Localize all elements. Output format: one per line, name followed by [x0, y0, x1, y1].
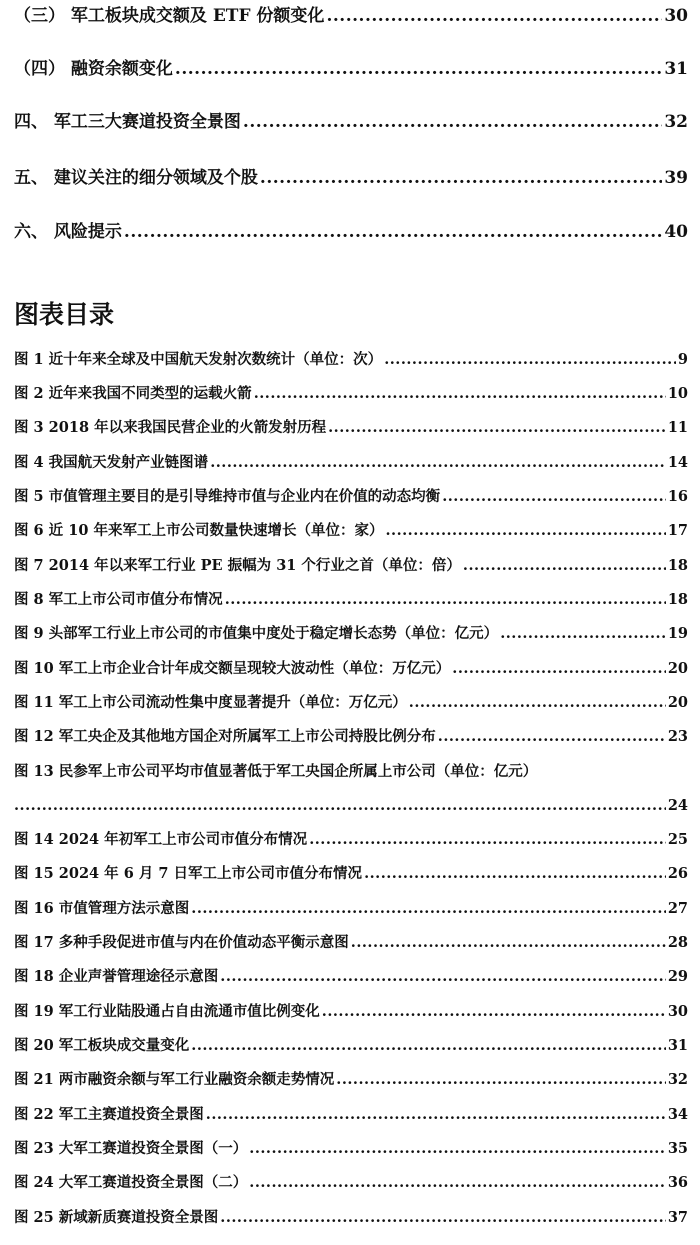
figure-entry-page: 32 [667, 1071, 688, 1088]
toc-leader-dots [249, 1173, 666, 1193]
figure-entry[interactable] [14, 967, 688, 987]
figure-entry[interactable] [14, 1173, 688, 1193]
toc-leader-dots [452, 659, 666, 679]
figure-entry-page: 11 [667, 419, 688, 436]
toc-leader-dots [220, 1208, 666, 1228]
figure-entry-page: 9 [677, 351, 688, 368]
figure-entry-label: 图 21 两市融资余额与军工行业融资余额走势情况 [14, 1071, 335, 1088]
figure-entry[interactable] [14, 830, 688, 850]
figure-entry-page: 23 [667, 728, 688, 745]
figure-entry[interactable] [14, 1105, 688, 1125]
toc-leader-dots [206, 1105, 666, 1125]
figure-entry-page: 36 [667, 1174, 688, 1191]
figure-entry[interactable] [14, 1036, 688, 1056]
figure-entry-label: 图 19 军工行业陆股通占自由流通市值比例变化 [14, 1003, 320, 1020]
toc-leader-dots [351, 933, 666, 953]
toc-leader-dots [220, 967, 666, 987]
toc-leader-dots [210, 453, 666, 473]
figure-entry-label: 图 11 军工上市公司流动性集中度显著提升（单位：万亿元） [14, 694, 407, 711]
figure-entry-page: 20 [667, 660, 688, 677]
figure-entry-page: 10 [667, 385, 688, 402]
figure-entry-page: 37 [667, 1209, 688, 1226]
figure-entry-page: 20 [667, 694, 688, 711]
toc-entry-label: 五、 建议关注的细分领域及个股 [14, 168, 258, 188]
figure-entry[interactable] [14, 1208, 688, 1228]
figure-entry[interactable] [14, 384, 688, 404]
figure-entry-label: 图 8 军工上市公司市值分布情况 [14, 591, 223, 608]
toc-leader-dots [243, 110, 662, 134]
toc-leader-dots [385, 521, 665, 541]
toc-leader-dots [260, 166, 662, 190]
figure-entry[interactable] [14, 727, 688, 747]
figure-entry[interactable] [14, 418, 688, 438]
toc-entry-label: 六、 风险提示 [14, 222, 122, 242]
toc-entry-label: （四） 融资余额变化 [14, 59, 173, 79]
figure-entry[interactable] [14, 1139, 688, 1159]
figure-entry-page: 24 [667, 797, 688, 814]
figure-entry-page: 14 [667, 454, 688, 471]
toc-leader-dots [124, 220, 662, 244]
toc-entry-page: 30 [664, 6, 688, 26]
figure-entry-label: 图 10 军工上市企业合计年成交额呈现较大波动性（单位：万亿元） [14, 660, 451, 677]
figure-entry[interactable] [14, 521, 688, 541]
figure-entry-label: 图 4 我国航天发射产业链图谱 [14, 454, 209, 471]
figure-entry[interactable] [14, 659, 688, 679]
figure-entry-label: 图 22 军工主赛道投资全景图 [14, 1106, 204, 1123]
figure-entry[interactable] [14, 1070, 688, 1090]
figure-entry-page: 19 [667, 625, 688, 642]
figure-entry-page: 16 [667, 488, 688, 505]
figure-entry-label: 图 5 市值管理主要目的是引导维持市值与企业内在价值的动态均衡 [14, 488, 441, 505]
figure-entry-label: 图 18 企业声誉管理途径示意图 [14, 968, 219, 985]
figure-entry-label: 图 15 2024 年 6 月 7 日军工上市公司市值分布情况 [14, 865, 363, 882]
figure-entry[interactable] [14, 1002, 688, 1022]
figure-entry-label: 图 17 多种手段促进市值与内在价值动态平衡示意图 [14, 934, 349, 951]
figure-entry-label: 图 2 近年来我国不同类型的运载火箭 [14, 385, 252, 402]
figure-entry-page: 26 [667, 865, 688, 882]
toc-leader-dots [463, 556, 666, 576]
toc-leader-dots [442, 487, 666, 507]
figure-entry-label: 图 9 头部军工行业上市公司的市值集中度处于稳定增长态势（单位：亿元） [14, 625, 499, 642]
figure-entry[interactable] [14, 556, 688, 576]
toc-leader-dots [254, 384, 666, 404]
figure-entry-label: 图 3 2018 年以来我国民营企业的火箭发射历程 [14, 419, 327, 436]
figure-entry[interactable] [14, 933, 688, 953]
toc-leader-dots [225, 590, 666, 610]
toc-leader-dots [191, 899, 666, 919]
figure-entry-page: 18 [667, 591, 688, 608]
toc-leader-dots [191, 1036, 666, 1056]
toc-leader-dots [249, 1139, 666, 1159]
figure-entry-label: 图 12 军工央企及其他地方国企对所属军工上市公司持股比例分布 [14, 728, 436, 745]
figure-entry[interactable] [14, 624, 688, 644]
figure-entry[interactable] [14, 864, 688, 884]
toc-entry[interactable] [14, 220, 688, 244]
figure-entry-page: 34 [667, 1106, 688, 1123]
figure-entry-label: 图 24 大军工赛道投资全景图（二） [14, 1174, 248, 1191]
figure-entry-label: 图 25 新域新质赛道投资全景图 [14, 1209, 219, 1226]
figure-entry[interactable] [14, 590, 688, 610]
toc-leader-dots [409, 693, 666, 713]
toc-leader-dots [175, 57, 662, 81]
figure-entry-label: 图 14 2024 年初军工上市公司市值分布情况 [14, 831, 308, 848]
figure-entry-page: 28 [667, 934, 688, 951]
toc-leader-dots [500, 624, 666, 644]
toc-leader-dots [364, 864, 666, 884]
figure-entry-page: 25 [667, 831, 688, 848]
figure-entry[interactable] [14, 350, 688, 370]
figure-entry[interactable] [14, 796, 688, 816]
figure-entry-page: 35 [667, 1140, 688, 1157]
figure-entry-page: 27 [667, 900, 688, 917]
toc-entry[interactable] [14, 4, 688, 28]
toc-leader-dots [322, 1002, 666, 1022]
toc-entry[interactable] [14, 166, 688, 190]
toc-leader-dots [14, 796, 666, 816]
toc-entry-page: 40 [664, 222, 688, 242]
figure-entry-page: 29 [667, 968, 688, 985]
figure-entry-page: 30 [667, 1003, 688, 1020]
toc-entry[interactable] [14, 110, 688, 134]
toc-entry-page: 39 [664, 168, 688, 188]
figure-entry-label: 图 1 近十年来全球及中国航天发射次数统计（单位：次） [14, 351, 383, 368]
toc-entry-label: 四、 军工三大赛道投资全景图 [14, 112, 241, 132]
figure-entry-label: 图 23 大军工赛道投资全景图（一） [14, 1140, 248, 1157]
figure-entry-page: 18 [667, 557, 688, 574]
figure-entry[interactable] [14, 693, 688, 713]
toc-leader-dots [438, 727, 666, 747]
toc-leader-dots [309, 830, 666, 850]
figure-entry-label: 图 20 军工板块成交量变化 [14, 1037, 190, 1054]
toc-entry-label: （三） 军工板块成交额及 ETF 份额变化 [14, 6, 325, 26]
figure-entry-label: 图 16 市值管理方法示意图 [14, 900, 190, 917]
toc-leader-dots [384, 350, 676, 370]
figure-entry[interactable] [14, 899, 688, 919]
figure-entry[interactable] [14, 487, 688, 507]
toc-leader-dots [326, 4, 662, 28]
figure-entry[interactable] [14, 453, 688, 473]
figure-list-heading: 图表目录 [14, 300, 115, 329]
figure-entry-label: 图 6 近 10 年来军工上市公司数量快速增长（单位：家） [14, 522, 384, 539]
toc-entry-page: 32 [664, 112, 688, 132]
toc-leader-dots [336, 1070, 666, 1090]
toc-entry-page: 31 [664, 59, 688, 79]
toc-leader-dots [328, 418, 666, 438]
figure-entry-page: 31 [667, 1037, 688, 1054]
toc-entry[interactable] [14, 57, 688, 81]
figure-entry-page: 17 [667, 522, 688, 539]
figure-entry-label: 图 7 2014 年以来军工行业 PE 振幅为 31 个行业之首（单位：倍） [14, 557, 461, 574]
figure-entry-wrapped-label[interactable]: 图 13 民参军上市公司平均市值显著低于军工央国企所属上市公司（单位：亿元） [14, 763, 538, 780]
